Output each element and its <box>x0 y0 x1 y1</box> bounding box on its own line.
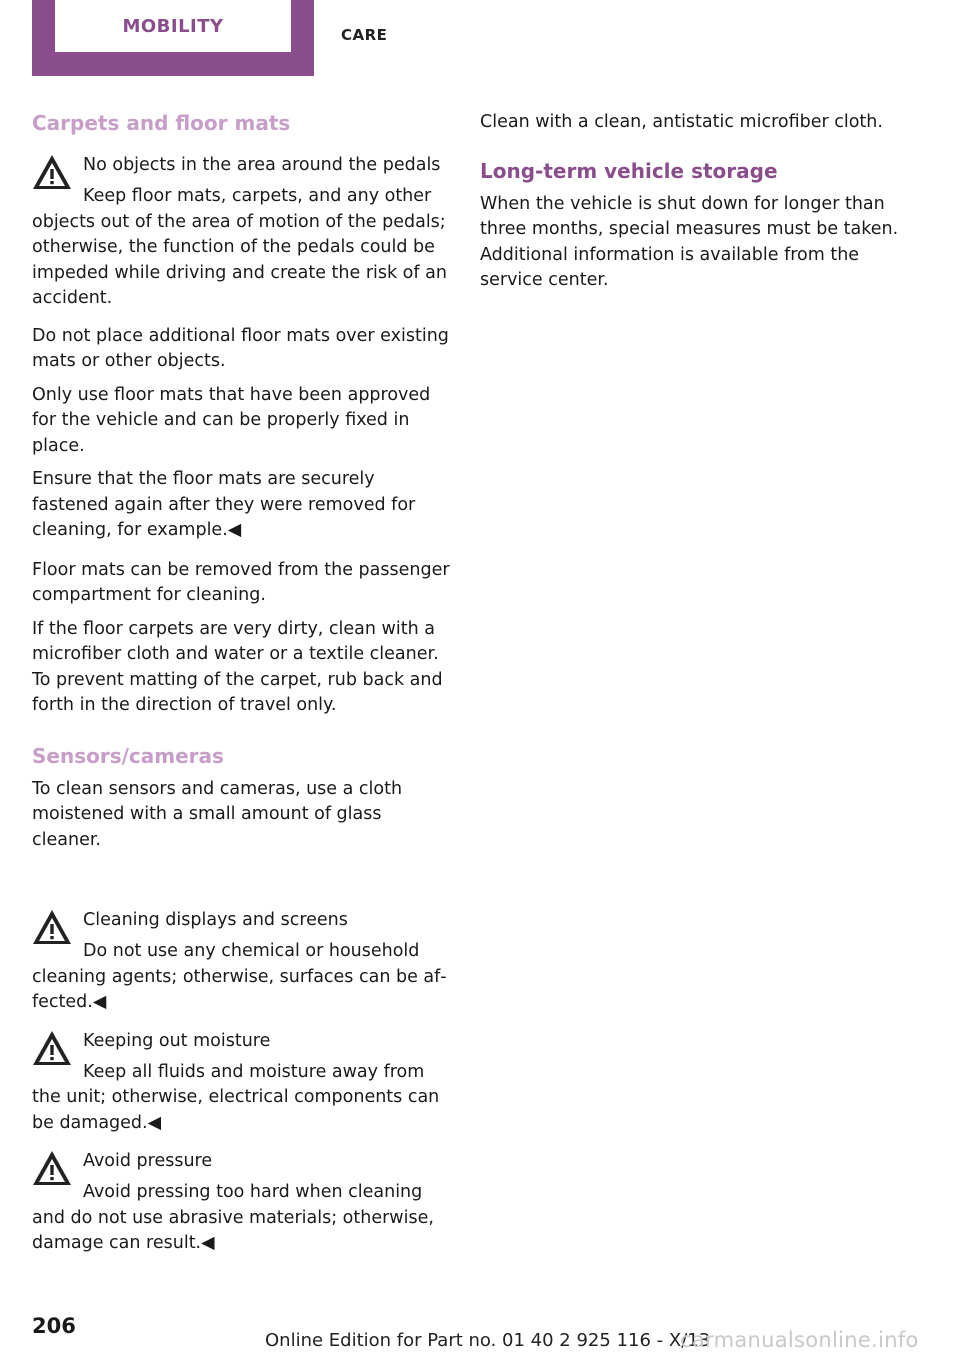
tab-care[interactable]: CARE <box>341 26 388 44</box>
carpets-paragraph-4: Floor mats can be removed from the passenger compartment for cleaning. <box>32 559 450 605</box>
warning-triangle-icon <box>32 1030 72 1066</box>
displays-warning-title: Cleaning displays and screens <box>83 910 348 930</box>
sensors-heading: Sensors/cameras <box>32 743 224 768</box>
carpets-paragraph-5: If the floor carpets are very dirty, clean with a microfiber cloth and water or a textile cleaner. To prevent matting of the carpet, rub back and forth in the direction of travel only. <box>32 618 443 715</box>
pressure-warning-title: Avoid pressure <box>83 1151 213 1171</box>
carpets-heading: Carpets and floor mats <box>32 111 291 135</box>
carpets-paragraph-1: Do not place additional floor mats over existing mats or other objects. <box>32 325 449 371</box>
page-number: 206 <box>32 1314 76 1338</box>
tab-mobility[interactable] <box>32 0 314 76</box>
sensors-text: To clean sensors and cameras, use a cloth moistened with a small amount of glass cleaner. <box>32 778 403 850</box>
pressure-warning <box>32 1148 450 1257</box>
watermark: carmanualsonline.info <box>680 1328 919 1352</box>
left-column <box>32 108 450 1269</box>
moisture-warning <box>32 1028 450 1137</box>
pedals-warning-title: No objects in the area around the pedals <box>83 155 441 175</box>
carpets-paragraph-3: Ensure that the floor mats are securely fastened again after they were removed for cleaning, for example.◀ <box>32 469 416 540</box>
storage-heading: Long-term vehicle storage <box>480 158 778 183</box>
warning-triangle-icon <box>32 154 72 190</box>
pedals-warning <box>32 152 450 312</box>
moisture-warning-title: Keeping out moisture <box>83 1030 271 1051</box>
warning-triangle-icon <box>32 1150 72 1186</box>
right-column <box>480 108 910 302</box>
displays-warning-text: Do not use any chemical or household cleaning agents; otherwise, surfaces can be af‐ fected.◀ <box>32 941 447 1012</box>
microfiber-text: Clean with a clean, antistatic microfiber cloth. <box>480 112 883 132</box>
edition-text: Online Edition for Part no. 01 40 2 925 116 - X/13 <box>265 1330 711 1351</box>
displays-warning <box>32 907 450 1016</box>
moisture-warning-text: Keep all fluids and moisture away from the unit; otherwise, electrical components can be damaged.◀ <box>32 1061 440 1133</box>
pedals-warning-text: Keep floor mats, carpets, and any other objects out of the area of motion of the pedals; otherwise, the function of the pedals could be impeded while driving and create the risk of an accident. <box>32 186 447 308</box>
carpets-paragraph-2: Only use floor mats that have been approved for the vehicle and can be properly fixed in place. <box>32 384 431 456</box>
tab-mobility-label: MOBILITY <box>55 0 291 54</box>
warning-triangle-icon <box>32 909 72 945</box>
storage-text: When the vehicle is shut down for longer than three months, special measures must be taken. Additional information is available from the service center. <box>480 193 899 290</box>
pressure-warning-text: Avoid pressing too hard when cleaning and do not use abrasive materials; otherwise, damage can result.◀ <box>32 1182 434 1253</box>
